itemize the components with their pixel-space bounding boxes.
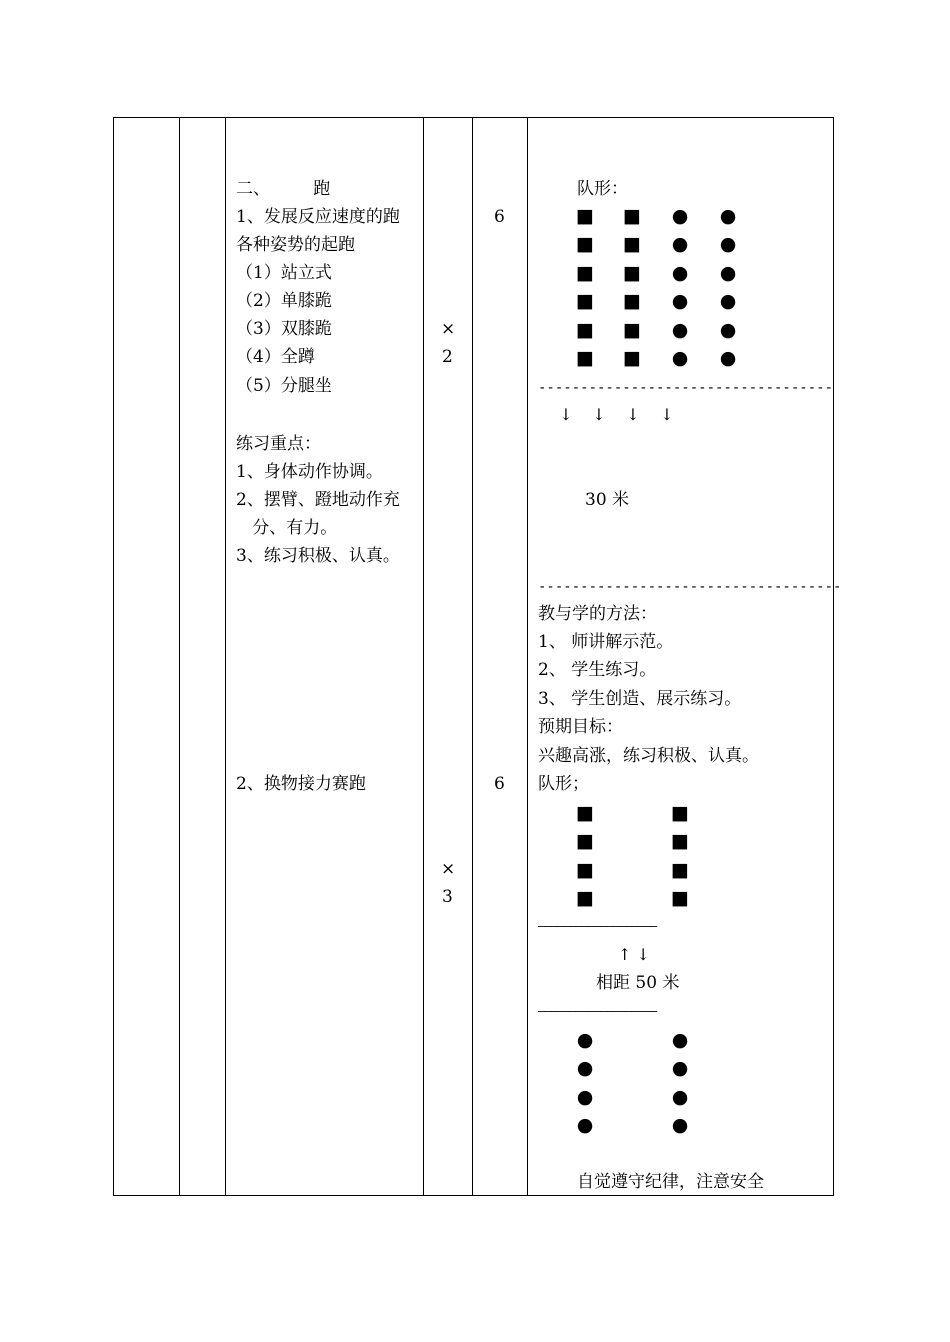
posture-item: （4）全蹲 [236, 347, 315, 367]
finish-dashed-line: ------------------------------------ [538, 579, 842, 595]
square-marker-icon: ■ [671, 830, 689, 853]
relay-bottom-line: ——————————————————— [538, 1004, 657, 1018]
square-marker-icon: ■ [576, 205, 594, 227]
method-title: 教与学的方法： [538, 604, 657, 624]
square-marker-icon: ■ [576, 830, 594, 853]
arrow-down-icon: ↓ [626, 405, 640, 424]
focus-title: 练习重点： [236, 434, 321, 454]
posture-item: （3）双膝跪 [236, 319, 332, 339]
item2-title: 2、换物接力赛跑 [236, 774, 366, 794]
arrow-down-icon: ↓ [559, 405, 573, 424]
circle-marker-icon: ● [576, 1029, 594, 1051]
safety-note: 自觉遵守纪律，注意安全 [577, 1172, 764, 1192]
minutes-value: 6 [494, 207, 505, 227]
arrows-up-down-icon: ↑ ↓ [618, 945, 650, 964]
reps-count: 3 [442, 887, 453, 907]
square-marker-icon: ■ [623, 261, 641, 284]
posture-item: （5）分腿坐 [236, 376, 332, 396]
square-marker-icon: ■ [576, 887, 594, 910]
circle-marker-icon: ● [671, 261, 689, 284]
minutes-value: 6 [494, 774, 505, 794]
method-item: 3、 学生创造、展示练习。 [538, 689, 742, 709]
circle-marker-icon: ● [671, 233, 689, 256]
arrow-down-icon: ↓ [660, 405, 674, 424]
circle-marker-icon: ● [671, 1029, 689, 1051]
square-marker-icon: ■ [576, 318, 594, 341]
column-divider [527, 118, 528, 1195]
distance-label: 30 米 [585, 490, 630, 510]
circle-marker-icon: ● [671, 318, 689, 341]
arrow-down-icon: ↓ [592, 405, 606, 424]
section-heading: 二、 跑 [236, 179, 331, 199]
circle-marker-icon: ● [576, 1114, 594, 1137]
square-marker-icon: ■ [623, 233, 641, 256]
relay-top-line: ——————————————————— [538, 919, 657, 933]
square-marker-icon: ■ [623, 318, 641, 341]
circle-marker-icon: ● [719, 205, 737, 227]
relay-distance-label: 相距 50 米 [596, 973, 680, 993]
reps-count: 2 [442, 347, 453, 367]
goal-title: 预期目标： [538, 717, 623, 737]
focus-item: 1、身体动作协调。 [236, 462, 383, 482]
reps-times-sign: × [441, 319, 456, 339]
square-marker-icon: ■ [576, 347, 594, 369]
circle-marker-icon: ● [671, 1085, 689, 1108]
focus-item-continued: 分、有力。 [236, 518, 338, 538]
square-marker-icon: ■ [576, 290, 594, 313]
item1-title-line1: 1、发展反应速度的跑 [236, 207, 400, 227]
square-marker-icon: ■ [576, 858, 594, 881]
focus-item: 2、摆臂、蹬地动作充 [236, 490, 400, 510]
goal-text: 兴趣高涨，练习积极、认真。 [538, 746, 759, 766]
square-marker-icon: ■ [623, 205, 641, 227]
circle-marker-icon: ● [719, 318, 737, 341]
circle-marker-icon: ● [671, 1057, 689, 1080]
method-item: 2、 学生练习。 [538, 660, 657, 680]
circle-marker-icon: ● [719, 347, 737, 369]
formation-label: 队形； [538, 774, 589, 794]
circle-marker-icon: ● [719, 233, 737, 256]
posture-item: （1）站立式 [236, 263, 332, 283]
column-divider [423, 118, 424, 1195]
square-marker-icon: ■ [623, 347, 641, 369]
circle-marker-icon: ● [719, 261, 737, 284]
square-marker-icon: ■ [576, 261, 594, 284]
focus-item: 3、练习积极、认真。 [236, 546, 400, 566]
start-dashed-line: ----------------------------------- [538, 380, 834, 396]
reps-times-sign: × [441, 859, 456, 879]
circle-marker-icon: ● [671, 205, 689, 227]
method-item: 1、 师讲解示范。 [538, 632, 674, 652]
square-marker-icon: ■ [671, 858, 689, 881]
square-marker-icon: ■ [671, 802, 689, 824]
posture-item: （2）单膝跪 [236, 291, 332, 311]
circle-marker-icon: ● [719, 290, 737, 313]
circle-marker-icon: ● [576, 1057, 594, 1080]
circle-marker-icon: ● [671, 347, 689, 369]
square-marker-icon: ■ [576, 802, 594, 824]
circle-marker-icon: ● [576, 1085, 594, 1108]
formation-label: 队形： [577, 179, 628, 199]
square-marker-icon: ■ [671, 887, 689, 910]
column-divider [472, 118, 473, 1195]
item1-title-line2: 各种姿势的起跑 [236, 235, 355, 255]
circle-marker-icon: ● [671, 1114, 689, 1137]
circle-marker-icon: ● [671, 290, 689, 313]
square-marker-icon: ■ [576, 233, 594, 256]
column-divider [179, 118, 180, 1195]
column-divider [225, 118, 226, 1195]
square-marker-icon: ■ [623, 290, 641, 313]
